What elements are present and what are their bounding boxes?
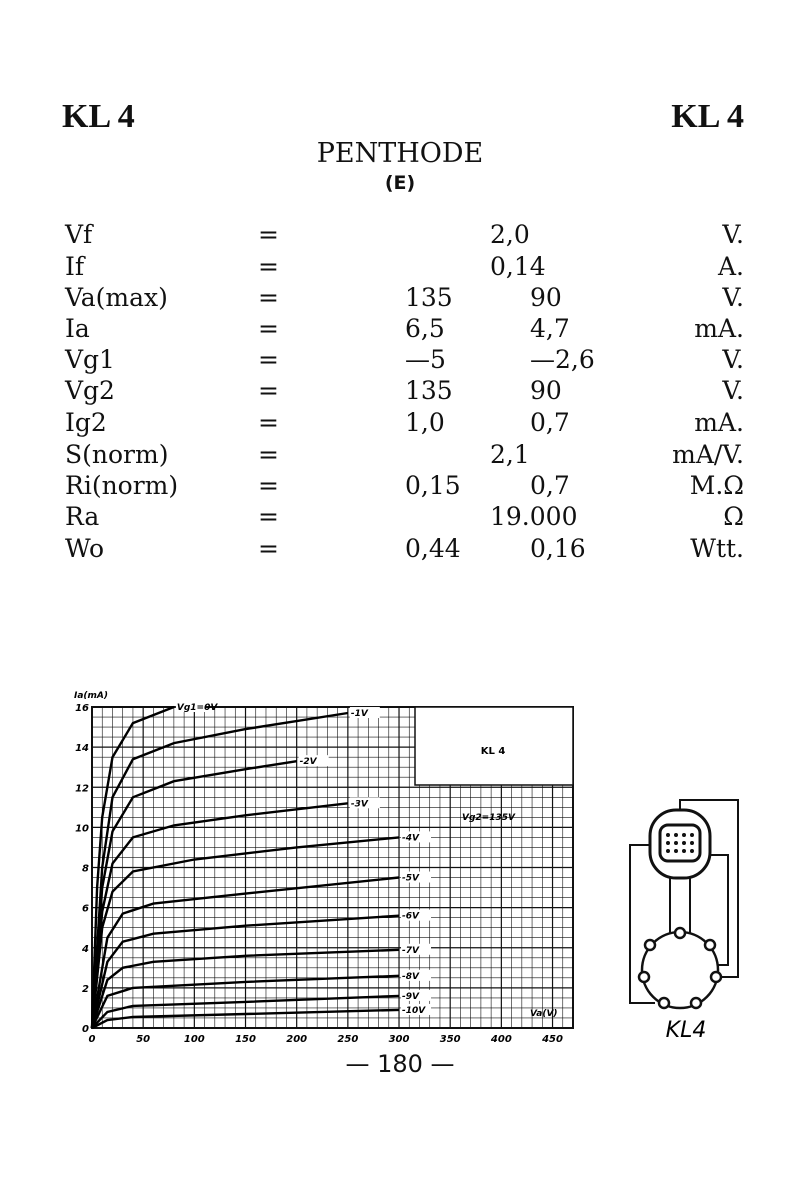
spec-value: 0,14 bbox=[490, 252, 546, 281]
spec-param: Vg1 bbox=[65, 345, 115, 374]
spec-row bbox=[0, 534, 800, 565]
spec-param: S(norm) bbox=[65, 440, 169, 469]
spec-value-2: 90 bbox=[530, 283, 562, 312]
spec-value-1: 135 bbox=[405, 376, 453, 405]
y-tick-label: 14 bbox=[75, 743, 89, 755]
spec-equals: = bbox=[258, 408, 279, 437]
spec-unit: mA. bbox=[694, 408, 744, 437]
spec-param: Wo bbox=[65, 534, 105, 563]
spec-unit: mA/V. bbox=[672, 440, 744, 469]
spec-value-2: 0,7 bbox=[530, 471, 570, 500]
spec-value-1: 6,5 bbox=[405, 314, 445, 343]
curve-label: -6V bbox=[402, 911, 419, 922]
x-tick-label: 150 bbox=[235, 1034, 256, 1045]
curve-label: -3V bbox=[350, 799, 368, 810]
x-tick-label: 200 bbox=[286, 1034, 308, 1045]
spec-equals: = bbox=[258, 471, 279, 500]
spec-value: 2,0 bbox=[490, 220, 530, 249]
spec-row bbox=[0, 345, 800, 376]
spec-param: Va(max) bbox=[65, 283, 168, 312]
spec-value: 19.000 bbox=[490, 502, 578, 531]
page-subtitle: (E) bbox=[384, 172, 416, 194]
spec-value-1: 1,0 bbox=[405, 408, 445, 437]
curve-label: -5V bbox=[402, 873, 419, 884]
x-tick-label: 350 bbox=[439, 1034, 461, 1045]
curve-label: -1V bbox=[350, 709, 368, 720]
spec-unit: V. bbox=[722, 283, 744, 312]
x-tick-label: 100 bbox=[183, 1034, 205, 1045]
spec-row bbox=[0, 440, 800, 471]
spec-equals: = bbox=[258, 345, 279, 374]
schematic-caption: KL4 bbox=[665, 1018, 707, 1043]
curve-label: -4V bbox=[402, 833, 419, 844]
x-tick-label: 250 bbox=[337, 1034, 359, 1045]
spec-value-1: 0,15 bbox=[405, 471, 461, 500]
spec-row bbox=[0, 220, 800, 251]
tube-bulb-icon bbox=[650, 810, 710, 878]
spec-unit: M.Ω bbox=[689, 471, 744, 500]
spec-unit: A. bbox=[717, 252, 744, 281]
spec-equals: = bbox=[258, 440, 279, 469]
tube-code-right: KL 4 bbox=[671, 98, 744, 135]
tube-schematic bbox=[620, 795, 760, 1045]
spec-unit: V. bbox=[722, 345, 744, 374]
spec-row bbox=[0, 283, 800, 314]
spec-value-1: —5 bbox=[405, 345, 446, 374]
spec-row bbox=[0, 502, 800, 533]
curve-label: -2V bbox=[299, 757, 317, 768]
x-tick-label: 300 bbox=[388, 1034, 410, 1045]
x-tick-label: 450 bbox=[542, 1034, 563, 1045]
spec-equals: = bbox=[258, 220, 279, 249]
spec-row bbox=[0, 408, 800, 439]
spec-param: Vf bbox=[65, 220, 93, 249]
spec-unit: mA. bbox=[694, 314, 744, 343]
y-tick-label: 12 bbox=[75, 783, 89, 795]
spec-equals: = bbox=[258, 314, 279, 343]
x-tick-label: 50 bbox=[136, 1034, 151, 1045]
y-tick-label: 2 bbox=[82, 983, 89, 995]
x-axis-label: Va(V) bbox=[530, 1009, 558, 1019]
x-tick-label: 0 bbox=[88, 1034, 96, 1045]
spec-value-1: 0,44 bbox=[405, 534, 461, 563]
curve-label: -7V bbox=[402, 945, 419, 956]
spec-equals: = bbox=[258, 376, 279, 405]
characteristic-chart bbox=[60, 680, 585, 1050]
spec-row bbox=[0, 252, 800, 283]
spec-equals: = bbox=[258, 283, 279, 312]
spec-row bbox=[0, 471, 800, 502]
y-tick-label: 0 bbox=[82, 1024, 89, 1035]
spec-equals: = bbox=[258, 502, 279, 531]
spec-param: Ra bbox=[65, 502, 100, 531]
spec-value-2: 0,16 bbox=[530, 534, 586, 563]
y-tick-label: 6 bbox=[82, 903, 89, 915]
spec-value: 2,1 bbox=[490, 440, 530, 469]
curve-label: -8V bbox=[402, 971, 419, 982]
page-title: PENTHODE bbox=[316, 138, 484, 169]
chart-title: KL 4 bbox=[480, 746, 506, 757]
spec-row bbox=[0, 314, 800, 345]
curve-label: -10V bbox=[402, 1005, 426, 1016]
spec-param: Ri(norm) bbox=[65, 471, 179, 500]
y-tick-label: 8 bbox=[82, 863, 89, 875]
tube-socket-icon bbox=[639, 928, 721, 1008]
spec-value-2: 90 bbox=[530, 376, 562, 405]
curve-label: Vg1=0V bbox=[176, 703, 218, 713]
spec-param: Ig2 bbox=[65, 408, 107, 437]
y-tick-label: 10 bbox=[75, 823, 89, 835]
y-axis-label: Ia(mA) bbox=[74, 691, 108, 701]
spec-unit: Ω bbox=[723, 502, 744, 531]
spec-param: Ia bbox=[65, 314, 90, 343]
x-tick-label: 400 bbox=[490, 1034, 512, 1045]
spec-value-2: —2,6 bbox=[530, 345, 595, 374]
spec-value-2: 4,7 bbox=[530, 314, 570, 343]
spec-row bbox=[0, 376, 800, 407]
spec-value-2: 0,7 bbox=[530, 408, 570, 437]
spec-unit: Wtt. bbox=[690, 534, 744, 563]
spec-value-1: 135 bbox=[405, 283, 453, 312]
spec-param: Vg2 bbox=[65, 376, 115, 405]
spec-param: If bbox=[65, 252, 85, 281]
tube-code-left: KL 4 bbox=[62, 98, 135, 135]
y-tick-label: 4 bbox=[82, 943, 89, 955]
chart-annotation: Vg2=135V bbox=[462, 813, 515, 823]
y-tick-label: 16 bbox=[75, 703, 89, 714]
spec-equals: = bbox=[258, 252, 279, 281]
curve-label: -9V bbox=[402, 991, 419, 1002]
spec-unit: V. bbox=[722, 376, 744, 405]
spec-equals: = bbox=[258, 534, 279, 563]
page-number: — 180 — bbox=[345, 1050, 455, 1078]
spec-unit: V. bbox=[722, 220, 744, 249]
